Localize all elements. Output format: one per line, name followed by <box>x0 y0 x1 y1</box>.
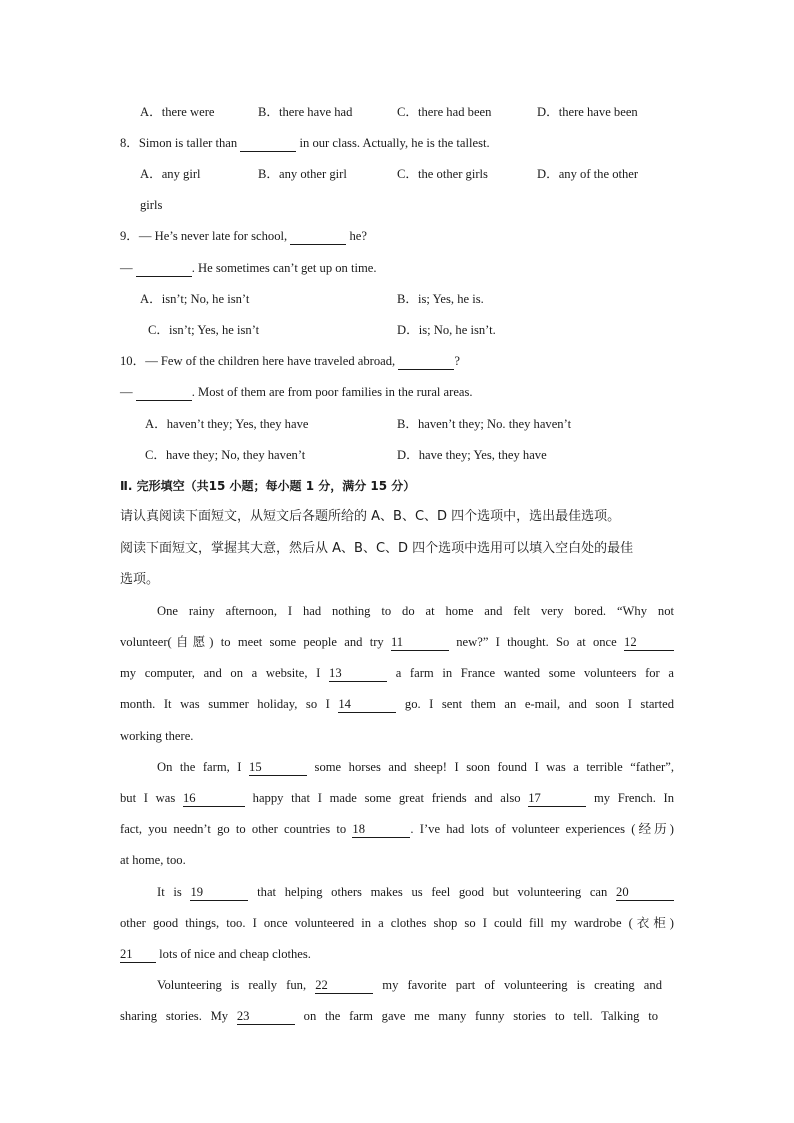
passage-text: On the farm, I <box>157 760 242 774</box>
passage-p1-line-1: One rainy afternoon, I had nothing to do at home and felt very bored. “Why not <box>157 604 674 618</box>
section-instruction-2-wrap: 选项。 <box>120 572 160 587</box>
blank-16: 16 <box>183 790 245 807</box>
q8-option-c: C．the other girls <box>397 167 488 181</box>
q10-blank-2 <box>136 384 192 401</box>
q10-option-d: D．have they; Yes, they have <box>397 448 547 462</box>
q10-reply-text: . Most of them are from poor families in the rural areas. <box>191 385 473 399</box>
passage-p1-line-5: working there. <box>120 729 194 743</box>
passage-p2-line-1 <box>157 759 674 776</box>
passage-text: go. I sent them an e-mail, and soon I started <box>404 697 674 711</box>
q10-stem <box>120 353 460 370</box>
q9-option-a: A．isn’t; No, he isn’t <box>140 292 250 306</box>
q7-option-c: C．there had been <box>397 105 492 119</box>
q10-option-c: C．have they; No, they haven’t <box>145 448 306 462</box>
blank-23: 23 <box>237 1008 295 1025</box>
q7-option-d: D．there have been <box>537 105 638 119</box>
q9-blank-1 <box>290 228 346 245</box>
q9-option-d: D．is; No, he isn’t. <box>397 323 496 337</box>
passage-text: a farm in France wanted some volunteers for a <box>395 666 674 680</box>
q9-stem-start: 9．— He’s never late for school, <box>120 229 288 243</box>
passage-text: my favorite part of volunteering is creating and <box>382 978 662 992</box>
passage-text: my computer, and on a website, I <box>120 666 321 680</box>
passage-p2-line-2 <box>120 790 674 807</box>
passage-p3-line-2: other good things, too. I once volunteered in a clothes shop so I could fill my wardrobe (衣柜) <box>120 916 674 930</box>
passage-text: some horses and sheep! I soon found I was a terrible “father”, <box>314 760 674 774</box>
passage-text: . I’ve had lots of volunteer experiences (经历) <box>410 822 674 836</box>
passage-text: new?” I thought. So at once <box>456 635 617 649</box>
q10-reply <box>120 384 473 401</box>
blank-17: 17 <box>528 790 586 807</box>
q10-option-b: B．haven’t they; No. they haven’t <box>397 417 572 431</box>
passage-text: lots of nice and cheap clothes. <box>159 947 311 961</box>
passage-text: sharing stories. My <box>120 1009 229 1023</box>
blank-15: 15 <box>249 759 307 776</box>
q9-stem-end: he? <box>349 229 367 243</box>
passage-text: Volunteering is really fun, <box>157 978 307 992</box>
q7-option-a: A．there were <box>140 105 215 119</box>
blank-21: 21 <box>120 946 156 963</box>
blank-12: 12 <box>624 634 674 651</box>
q9-reply-dash: — <box>120 261 133 275</box>
q9-reply <box>120 260 377 277</box>
passage-p4-line-2 <box>120 1008 658 1025</box>
blank-14: 14 <box>338 696 396 713</box>
passage-p3-line-1 <box>157 884 674 901</box>
passage-p1-line-4 <box>120 696 674 713</box>
q9-option-c: C．isn’t; Yes, he isn’t <box>148 323 260 337</box>
q8-option-b: B．any other girl <box>258 167 347 181</box>
section-instruction-1: 请认真阅读下面短文，从短文后各题所给的 A、B、C、D 四个选项中，选出最佳选项。 <box>120 509 621 524</box>
q10-reply-dash: — <box>120 385 133 399</box>
passage-p3-line-3 <box>120 946 311 963</box>
q8-option-a: A．any girl <box>140 167 201 181</box>
passage-p2-line-4: at home, too. <box>120 853 186 867</box>
passage-text: fact, you needn’t go to other countries to <box>120 822 347 836</box>
passage-text: volunteer(自愿) to meet some people and try <box>120 635 384 649</box>
q9-reply-text: . He sometimes can’t get up on time. <box>191 261 377 275</box>
q7-option-b: B．there have had <box>258 105 353 119</box>
q8-stem-end: in our class. Actually, he is the tallest. <box>299 136 490 150</box>
q10-stem-start: 10．— Few of the children here have traveled abroad, <box>120 354 396 368</box>
passage-p2-line-3 <box>120 821 674 838</box>
blank-19: 19 <box>190 884 248 901</box>
passage-text: month. It was summer holiday, so I <box>120 697 330 711</box>
q9-blank-2 <box>136 260 192 277</box>
passage-p1-line-3 <box>120 665 674 682</box>
blank-18: 18 <box>352 821 410 838</box>
q10-option-a: A．haven’t they; Yes, they have <box>145 417 309 431</box>
passage-text: that helping others makes us feel good but volunteering can <box>257 885 608 899</box>
blank-22: 22 <box>315 977 373 994</box>
q8-option-d: D．any of the other <box>537 167 639 181</box>
passage-p4-line-1 <box>157 977 662 994</box>
q9-stem <box>120 228 367 245</box>
section-instruction-2: 阅读下面短文，掌握其大意，然后从 A、B、C、D 四个选项中选用可以填入空白处的最佳 <box>120 541 634 556</box>
q8-stem <box>120 135 490 152</box>
q9-option-b: B．is; Yes, he is. <box>397 292 484 306</box>
blank-13: 13 <box>329 665 387 682</box>
passage-text: happy that I made some great friends and also <box>252 791 521 805</box>
blank-20: 20 <box>616 884 674 901</box>
q10-stem-end: ? <box>454 354 460 368</box>
q10-blank-1 <box>398 353 454 370</box>
passage-p1-line-2 <box>120 634 674 651</box>
blank-11: 11 <box>391 634 449 651</box>
q8-stem-start: 8．Simon is taller than <box>120 136 238 150</box>
section-heading: Ⅱ. 完形填空（共15 小题；每小题 1 分，满分 15 分） <box>120 479 416 493</box>
passage-text: on the farm gave me many funny stories to tell. Talking to <box>303 1009 658 1023</box>
passage-text: It is <box>157 885 182 899</box>
passage-text: my French. In <box>593 791 675 805</box>
q8-option-d-wrap: girls <box>140 198 163 212</box>
passage-text: but I was <box>120 791 176 805</box>
q8-blank <box>240 135 296 152</box>
